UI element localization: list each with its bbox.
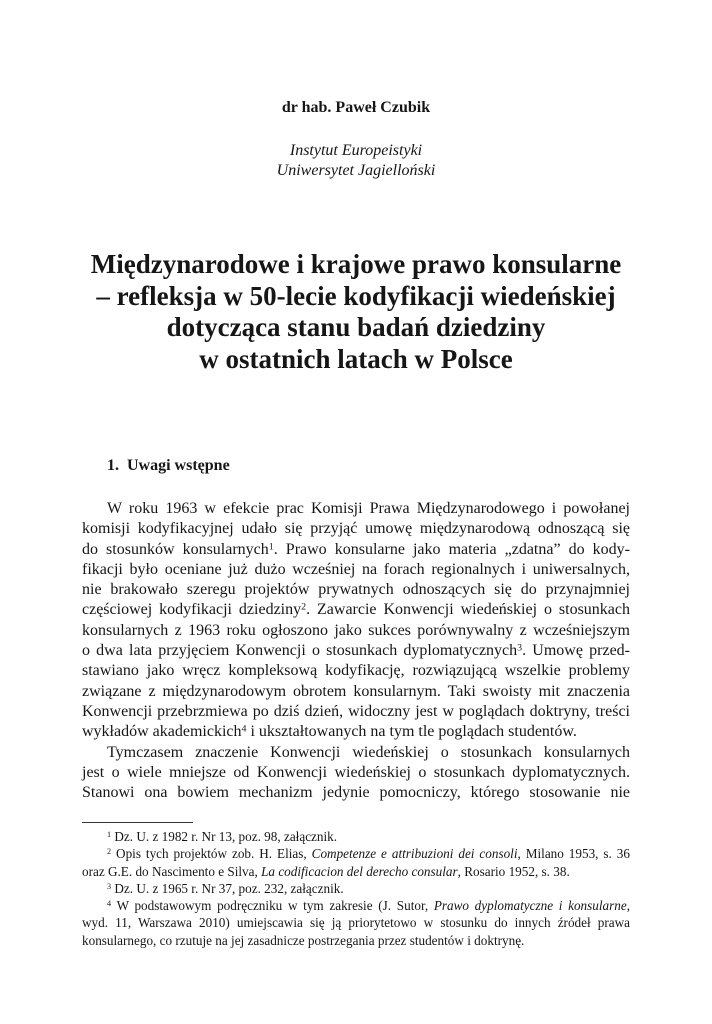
body-text-segment: . Umowę przed-	[522, 642, 630, 660]
footnote-text: , Milano 1953, s. 36	[517, 846, 630, 862]
article-title	[0, 249, 712, 376]
footnote-separator	[82, 822, 193, 823]
cited-work-title: La codificacion del derecho consular	[261, 863, 458, 879]
body-line: nie brakowało szeregu projektów prywatnych odnoszących się do przynajmniej	[82, 581, 630, 599]
footnote-4-continued: wyd. 11, Warszawa 2010) umiejscawia się ją priorytetowo w stosunku do innych źródeł prawa	[82, 915, 630, 931]
footnote-3	[82, 880, 630, 897]
cited-work-title: Prawo dyplomatyczne i konsularne	[433, 898, 627, 914]
affiliation	[0, 141, 712, 181]
body-line	[82, 722, 630, 742]
body-text	[82, 499, 630, 803]
section-number: 1.	[107, 457, 119, 474]
body-line	[82, 540, 630, 560]
body-line: jest o wiele mniejsze od Konwencji wiedeńskiej o stosunkach dyplomatycznych.	[82, 763, 630, 781]
footnote-1	[82, 828, 630, 845]
body-line: komisji kodyfikacyjnej udało się przyjąć umowę międzynarodową odnoszącą się	[82, 520, 630, 538]
footnote-text: Dz. U. z 1982 r. Nr 13, poz. 98, załącznik.	[114, 829, 338, 844]
body-text-segment: do stosunków konsularnych	[82, 540, 269, 558]
title-line: w ostatnich latach w Polsce	[199, 344, 513, 375]
footnote-text: Dz. U. z 1965 r. Nr 37, poz. 232, załącznik.	[114, 880, 344, 896]
affiliation-institute: Instytut Europeistyki	[289, 142, 423, 159]
section-heading	[107, 456, 230, 476]
body-line: Tymczasem znaczenie Konwencji wiedeńskiej o stosunkach konsularnych	[107, 743, 630, 761]
body-line: konsularnych z 1963 roku ogłoszono jako sukces porównywalny z wcześniejszym	[82, 621, 630, 639]
footnote-number: 4	[107, 899, 112, 909]
footnote-ref: 2	[301, 601, 307, 613]
footnote-number: 1	[107, 830, 112, 840]
footnote-4-continued: konsularnego, co rzutuje na jej zasadnicze postrzegania przez studentów i doktrynę.	[82, 932, 525, 948]
body-line	[82, 600, 630, 620]
body-line: W roku 1963 w efekcie prac Komisji Prawa Międzynarodowego i powołanej	[107, 500, 630, 517]
section-title: Uwagi wstępne	[127, 457, 230, 474]
body-line: Konwencji przebrzmiewa po dziś dzień, widoczny jest w poglądach doktryny, treści	[82, 702, 630, 720]
footnote-4	[82, 897, 630, 914]
cited-work-title: Competenze e attribuzioni dei consoli	[311, 846, 518, 862]
footnote-text: W podstawowym podręczniku w tym zakresie (J. Sutor,	[116, 898, 434, 914]
footnote-2	[82, 845, 630, 862]
body-text-segment: . Prawo konsularne jako materia „zdatna” do kody-	[273, 540, 631, 558]
footnote-2-continued	[82, 863, 630, 880]
footnote-ref: 3	[517, 642, 523, 654]
body-line: fikacji było oceniane już dużo wcześniej na forach regionalnych i uniwersalnych,	[82, 560, 630, 578]
title-line: – refleksja w 50-lecie kodyfikacji wiedeńskiej	[96, 280, 616, 311]
body-line	[82, 641, 630, 661]
body-line: związane z międzynarodowym obrotem konsularnym. Taki swoisty mit znaczenia	[82, 682, 630, 700]
body-text-segment: wykładów akademickich	[82, 723, 242, 741]
body-text-segment: o dwa lata przyjęciem Konwencji o stosunkach dyplomatycznych	[82, 642, 518, 660]
author-name: dr hab. Paweł Czubik	[281, 99, 431, 116]
footnote-ref: 4	[241, 723, 247, 735]
body-text-segment: i ukształtowanych na tym tle poglądach studentów.	[246, 723, 577, 741]
footnote-number: 3	[107, 881, 112, 891]
body-text-segment: . Zawarcie Konwencji wiedeńskiej o stosunkach	[306, 601, 630, 619]
title-line: Międzynarodowe i krajowe prawo konsularne	[90, 249, 622, 279]
footnote-text: ,	[626, 898, 630, 914]
body-line: stawiano jako wręcz kompleksową kodyfikację, rozwiązującą wszelkie problemy	[82, 662, 630, 680]
affiliation-university: Uniwersytet Jagielloński	[276, 162, 436, 179]
body-line: Stanowi ona bowiem mechanizm jedynie pomocniczy, którego stosowanie nie	[82, 784, 630, 802]
footnote-text: oraz G.E. do Nascimento e Silva,	[82, 863, 262, 879]
footnote-number: 2	[107, 847, 112, 857]
body-text-segment: częściowej kodyfikacji dziedziny	[82, 601, 302, 619]
footnotes	[82, 828, 630, 949]
footnote-text: Opis tych projektów zob. H. Elias,	[116, 846, 312, 862]
footnote-text: , Rosario 1952, s. 38.	[457, 863, 570, 879]
title-line: dotycząca stanu badań dziedziny	[166, 312, 546, 343]
footnote-ref: 1	[268, 540, 274, 552]
